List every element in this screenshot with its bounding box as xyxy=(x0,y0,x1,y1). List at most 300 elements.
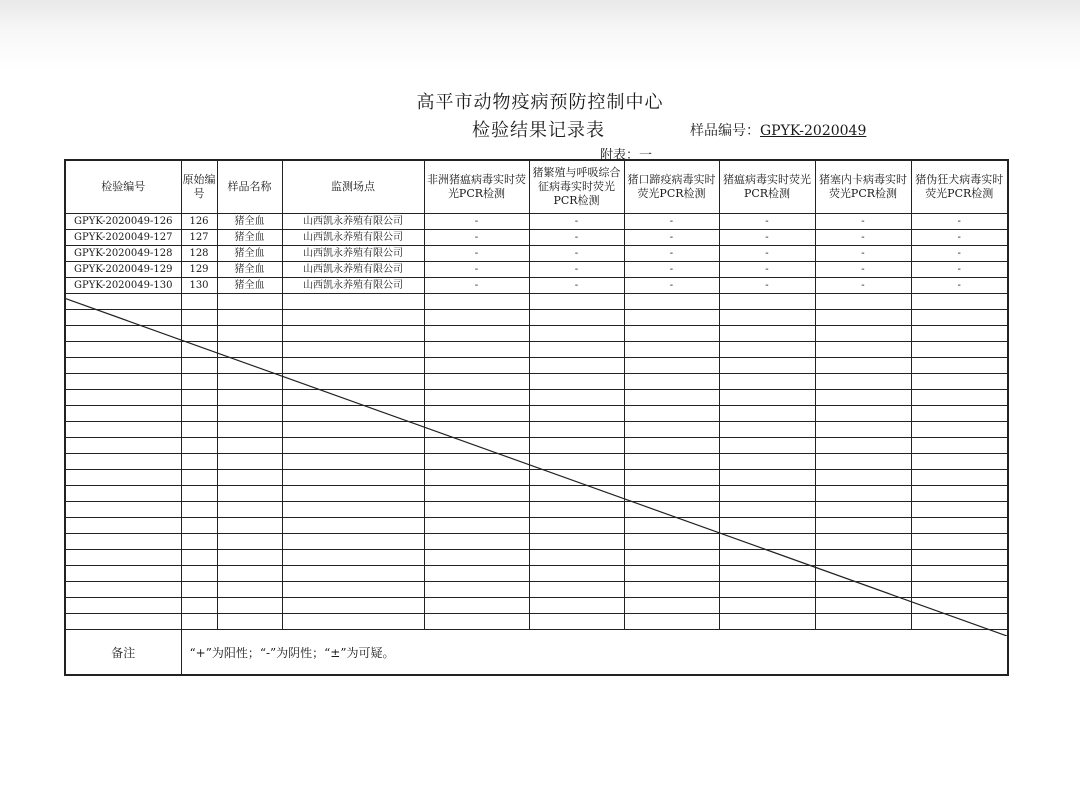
blank-cell xyxy=(911,582,1008,598)
blank-cell xyxy=(529,582,624,598)
blank-cell xyxy=(719,518,815,534)
cell: 126 xyxy=(181,214,217,230)
column-header: 猪伪狂犬病毒实时荧光PCR检测 xyxy=(911,160,1008,214)
blank-cell xyxy=(217,614,282,630)
blank-cell xyxy=(65,534,181,550)
table-row xyxy=(65,262,1008,278)
blank-cell xyxy=(424,294,529,310)
blank-cell xyxy=(719,454,815,470)
blank-cell xyxy=(282,294,424,310)
blank-row xyxy=(65,390,1008,406)
blank-cell xyxy=(624,518,719,534)
cell: GPYK-2020049-129 xyxy=(65,262,181,278)
blank-cell xyxy=(217,534,282,550)
blank-cell xyxy=(424,342,529,358)
cell: 山西凯永养殖有限公司 xyxy=(282,278,424,294)
blank-cell xyxy=(282,342,424,358)
blank-cell xyxy=(624,422,719,438)
cell: 猪全血 xyxy=(217,230,282,246)
blank-cell xyxy=(65,310,181,326)
cell: - xyxy=(624,214,719,230)
blank-cell xyxy=(719,582,815,598)
blank-cell xyxy=(217,342,282,358)
notes-label: 备注 xyxy=(65,630,181,676)
blank-cell xyxy=(719,294,815,310)
blank-cell xyxy=(217,406,282,422)
blank-cell xyxy=(911,326,1008,342)
blank-cell xyxy=(529,470,624,486)
blank-cell xyxy=(424,502,529,518)
blank-cell xyxy=(911,550,1008,566)
blank-cell xyxy=(624,342,719,358)
blank-cell xyxy=(282,598,424,614)
cell: 猪全血 xyxy=(217,278,282,294)
blank-cell xyxy=(282,486,424,502)
blank-cell xyxy=(529,422,624,438)
blank-cell xyxy=(217,598,282,614)
cell: 山西凯永养殖有限公司 xyxy=(282,246,424,262)
blank-cell xyxy=(282,390,424,406)
cell: - xyxy=(529,214,624,230)
blank-row xyxy=(65,406,1008,422)
blank-cell xyxy=(911,342,1008,358)
blank-cell xyxy=(424,358,529,374)
cell: 猪全血 xyxy=(217,262,282,278)
table-row xyxy=(65,214,1008,230)
sample-number-label: 样品编号： xyxy=(690,123,760,139)
cell: - xyxy=(911,230,1008,246)
blank-cell xyxy=(529,550,624,566)
blank-row xyxy=(65,358,1008,374)
blank-cell xyxy=(282,566,424,582)
blank-cell xyxy=(282,518,424,534)
blank-cell xyxy=(282,582,424,598)
blank-cell xyxy=(65,390,181,406)
blank-cell xyxy=(424,326,529,342)
blank-cell xyxy=(282,550,424,566)
sample-number xyxy=(690,120,866,140)
column-header: 原始编号 xyxy=(181,160,217,214)
blank-cell xyxy=(424,486,529,502)
blank-cell xyxy=(181,326,217,342)
blank-cell xyxy=(815,534,911,550)
blank-row xyxy=(65,422,1008,438)
cell: - xyxy=(719,214,815,230)
blank-cell xyxy=(217,486,282,502)
blank-cell xyxy=(911,438,1008,454)
blank-cell xyxy=(424,582,529,598)
blank-cell xyxy=(529,294,624,310)
blank-cell xyxy=(181,502,217,518)
blank-cell xyxy=(529,454,624,470)
blank-row xyxy=(65,454,1008,470)
blank-cell xyxy=(424,598,529,614)
blank-cell xyxy=(65,566,181,582)
blank-cell xyxy=(282,326,424,342)
blank-cell xyxy=(424,374,529,390)
blank-row xyxy=(65,326,1008,342)
cell: - xyxy=(624,262,719,278)
blank-cell xyxy=(424,406,529,422)
cell: - xyxy=(719,262,815,278)
blank-cell xyxy=(65,422,181,438)
column-header: 猪瘟病毒实时荧光PCR检测 xyxy=(719,160,815,214)
blank-cell xyxy=(719,390,815,406)
blank-cell xyxy=(181,534,217,550)
blank-cell xyxy=(65,374,181,390)
blank-cell xyxy=(719,486,815,502)
blank-cell xyxy=(217,502,282,518)
blank-cell xyxy=(181,422,217,438)
blank-cell xyxy=(624,486,719,502)
column-header: 监测场点 xyxy=(282,160,424,214)
blank-row xyxy=(65,294,1008,310)
blank-cell xyxy=(181,310,217,326)
blank-cell xyxy=(624,358,719,374)
blank-row xyxy=(65,502,1008,518)
blank-row xyxy=(65,470,1008,486)
cell: - xyxy=(911,214,1008,230)
blank-cell xyxy=(424,470,529,486)
blank-cell xyxy=(815,454,911,470)
column-header: 猪繁殖与呼吸综合征病毒实时荧光PCR检测 xyxy=(529,160,624,214)
blank-cell xyxy=(181,374,217,390)
blank-cell xyxy=(282,534,424,550)
cell: - xyxy=(815,246,911,262)
blank-cell xyxy=(911,470,1008,486)
blank-cell xyxy=(217,294,282,310)
blank-cell xyxy=(815,582,911,598)
blank-cell xyxy=(815,390,911,406)
blank-cell xyxy=(624,614,719,630)
blank-cell xyxy=(424,518,529,534)
blank-row xyxy=(65,310,1008,326)
blank-cell xyxy=(181,358,217,374)
blank-cell xyxy=(529,406,624,422)
blank-cell xyxy=(815,358,911,374)
blank-cell xyxy=(624,598,719,614)
blank-cell xyxy=(181,454,217,470)
blank-cell xyxy=(624,582,719,598)
blank-cell xyxy=(529,342,624,358)
blank-row xyxy=(65,534,1008,550)
blank-cell xyxy=(65,486,181,502)
cell: GPYK-2020049-128 xyxy=(65,246,181,262)
blank-cell xyxy=(282,438,424,454)
blank-cell xyxy=(282,454,424,470)
blank-cell xyxy=(282,358,424,374)
cell: GPYK-2020049-130 xyxy=(65,278,181,294)
blank-cell xyxy=(815,550,911,566)
blank-cell xyxy=(911,310,1008,326)
cell: - xyxy=(815,278,911,294)
cell: - xyxy=(529,230,624,246)
blank-cell xyxy=(181,342,217,358)
blank-cell xyxy=(624,470,719,486)
blank-cell xyxy=(624,294,719,310)
blank-cell xyxy=(65,406,181,422)
blank-row xyxy=(65,614,1008,630)
blank-cell xyxy=(65,358,181,374)
blank-cell xyxy=(719,614,815,630)
blank-cell xyxy=(217,438,282,454)
blank-cell xyxy=(815,374,911,390)
blank-cell xyxy=(424,550,529,566)
blank-row xyxy=(65,582,1008,598)
blank-cell xyxy=(65,582,181,598)
column-header: 非洲猪瘟病毒实时荧光PCR检测 xyxy=(424,160,529,214)
blank-cell xyxy=(424,310,529,326)
blank-cell xyxy=(624,550,719,566)
blank-cell xyxy=(282,470,424,486)
blank-cell xyxy=(217,358,282,374)
blank-cell xyxy=(217,422,282,438)
blank-cell xyxy=(65,294,181,310)
blank-cell xyxy=(181,390,217,406)
blank-cell xyxy=(624,566,719,582)
blank-cell xyxy=(65,550,181,566)
cell: - xyxy=(529,278,624,294)
blank-row xyxy=(65,342,1008,358)
blank-cell xyxy=(911,358,1008,374)
cell: GPYK-2020049-127 xyxy=(65,230,181,246)
cell: GPYK-2020049-126 xyxy=(65,214,181,230)
blank-cell xyxy=(181,550,217,566)
blank-cell xyxy=(65,518,181,534)
blank-cell xyxy=(911,406,1008,422)
cell: - xyxy=(624,246,719,262)
cell: - xyxy=(624,278,719,294)
column-header: 检验编号 xyxy=(65,160,181,214)
blank-cell xyxy=(911,390,1008,406)
blank-cell xyxy=(815,502,911,518)
blank-cell xyxy=(529,374,624,390)
cell: - xyxy=(424,246,529,262)
blank-cell xyxy=(217,470,282,486)
blank-cell xyxy=(911,518,1008,534)
blank-cell xyxy=(815,566,911,582)
blank-cell xyxy=(424,614,529,630)
blank-cell xyxy=(719,598,815,614)
blank-cell xyxy=(282,374,424,390)
blank-cell xyxy=(624,390,719,406)
scan-shadow xyxy=(0,0,1080,70)
blank-cell xyxy=(529,614,624,630)
blank-cell xyxy=(217,582,282,598)
cell: 山西凯永养殖有限公司 xyxy=(282,262,424,278)
cell: - xyxy=(815,214,911,230)
blank-cell xyxy=(719,358,815,374)
blank-cell xyxy=(529,390,624,406)
blank-cell xyxy=(624,374,719,390)
cell: - xyxy=(911,262,1008,278)
cell: - xyxy=(424,262,529,278)
blank-cell xyxy=(424,566,529,582)
blank-cell xyxy=(911,566,1008,582)
blank-cell xyxy=(282,310,424,326)
cell: - xyxy=(424,230,529,246)
blank-cell xyxy=(719,550,815,566)
blank-cell xyxy=(217,390,282,406)
cell: - xyxy=(911,278,1008,294)
blank-cell xyxy=(529,502,624,518)
blank-cell xyxy=(529,358,624,374)
cell: - xyxy=(719,278,815,294)
cell: - xyxy=(529,246,624,262)
blank-cell xyxy=(65,438,181,454)
blank-row xyxy=(65,374,1008,390)
blank-cell xyxy=(815,310,911,326)
blank-cell xyxy=(217,518,282,534)
cell: 山西凯永养殖有限公司 xyxy=(282,214,424,230)
blank-cell xyxy=(911,374,1008,390)
blank-cell xyxy=(815,326,911,342)
blank-cell xyxy=(624,454,719,470)
blank-cell xyxy=(282,502,424,518)
blank-cell xyxy=(815,598,911,614)
blank-cell xyxy=(529,326,624,342)
blank-cell xyxy=(424,454,529,470)
sample-number-value: GPYK-2020049 xyxy=(760,123,867,139)
blank-cell xyxy=(181,406,217,422)
cell: 猪全血 xyxy=(217,246,282,262)
blank-cell xyxy=(181,598,217,614)
blank-cell xyxy=(181,470,217,486)
notes-row xyxy=(65,630,1008,676)
blank-cell xyxy=(719,326,815,342)
blank-cell xyxy=(181,518,217,534)
blank-cell xyxy=(815,406,911,422)
blank-cell xyxy=(624,406,719,422)
blank-cell xyxy=(65,342,181,358)
blank-cell xyxy=(815,614,911,630)
blank-cell xyxy=(911,614,1008,630)
blank-cell xyxy=(282,406,424,422)
blank-cell xyxy=(815,438,911,454)
blank-row xyxy=(65,550,1008,566)
blank-cell xyxy=(911,422,1008,438)
cell: 130 xyxy=(181,278,217,294)
blank-cell xyxy=(911,454,1008,470)
blank-cell xyxy=(815,470,911,486)
blank-cell xyxy=(624,438,719,454)
blank-cell xyxy=(624,502,719,518)
organization-name: 高平市动物疫病预防控制中心 xyxy=(416,92,664,113)
blank-cell xyxy=(719,470,815,486)
blank-cell xyxy=(719,406,815,422)
blank-cell xyxy=(424,534,529,550)
column-header: 样品名称 xyxy=(217,160,282,214)
blank-cell xyxy=(815,422,911,438)
table-row xyxy=(65,230,1008,246)
blank-cell xyxy=(529,518,624,534)
blank-cell xyxy=(181,486,217,502)
blank-cell xyxy=(815,294,911,310)
blank-cell xyxy=(719,374,815,390)
blank-cell xyxy=(815,486,911,502)
blank-cell xyxy=(65,502,181,518)
document-title: 检验结果记录表 xyxy=(472,120,605,141)
blank-cell xyxy=(529,534,624,550)
cell: 129 xyxy=(181,262,217,278)
blank-cell xyxy=(217,374,282,390)
blank-cell xyxy=(624,326,719,342)
blank-cell xyxy=(815,518,911,534)
blank-row xyxy=(65,598,1008,614)
blank-cell xyxy=(65,598,181,614)
blank-cell xyxy=(424,422,529,438)
cell: 山西凯永养殖有限公司 xyxy=(282,230,424,246)
blank-cell xyxy=(282,614,424,630)
blank-cell xyxy=(719,310,815,326)
cell: - xyxy=(424,278,529,294)
blank-cell xyxy=(65,454,181,470)
blank-cell xyxy=(65,614,181,630)
cell: - xyxy=(815,262,911,278)
results-table xyxy=(64,159,1009,676)
blank-row xyxy=(65,518,1008,534)
cell: - xyxy=(719,230,815,246)
blank-cell xyxy=(719,502,815,518)
blank-cell xyxy=(424,390,529,406)
blank-cell xyxy=(65,326,181,342)
blank-cell xyxy=(911,294,1008,310)
blank-cell xyxy=(529,310,624,326)
blank-cell xyxy=(181,294,217,310)
blank-cell xyxy=(424,438,529,454)
blank-cell xyxy=(217,566,282,582)
blank-cell xyxy=(911,486,1008,502)
blank-cell xyxy=(719,342,815,358)
cell: - xyxy=(529,262,624,278)
cell: - xyxy=(719,246,815,262)
cell: - xyxy=(424,214,529,230)
column-header: 猪口蹄疫病毒实时荧光PCR检测 xyxy=(624,160,719,214)
blank-row xyxy=(65,566,1008,582)
blank-cell xyxy=(624,310,719,326)
blank-cell xyxy=(181,438,217,454)
blank-cell xyxy=(529,566,624,582)
blank-cell xyxy=(624,534,719,550)
blank-cell xyxy=(65,470,181,486)
blank-cell xyxy=(529,438,624,454)
blank-cell xyxy=(719,438,815,454)
cell: - xyxy=(624,230,719,246)
cell: 猪全血 xyxy=(217,214,282,230)
blank-cell xyxy=(911,502,1008,518)
blank-cell xyxy=(911,598,1008,614)
cell: - xyxy=(815,230,911,246)
cell: 127 xyxy=(181,230,217,246)
blank-cell xyxy=(217,310,282,326)
notes-text: “+”为阳性；“-”为阴性；“±”为可疑。 xyxy=(181,630,1008,676)
cell: - xyxy=(911,246,1008,262)
blank-cell xyxy=(719,566,815,582)
blank-cell xyxy=(529,486,624,502)
blank-cell xyxy=(529,598,624,614)
blank-row xyxy=(65,486,1008,502)
blank-cell xyxy=(217,550,282,566)
table-row xyxy=(65,278,1008,294)
blank-cell xyxy=(911,534,1008,550)
blank-cell xyxy=(719,534,815,550)
cell: 128 xyxy=(181,246,217,262)
blank-cell xyxy=(719,422,815,438)
blank-cell xyxy=(181,614,217,630)
blank-cell xyxy=(217,454,282,470)
blank-row xyxy=(65,438,1008,454)
blank-cell xyxy=(217,326,282,342)
